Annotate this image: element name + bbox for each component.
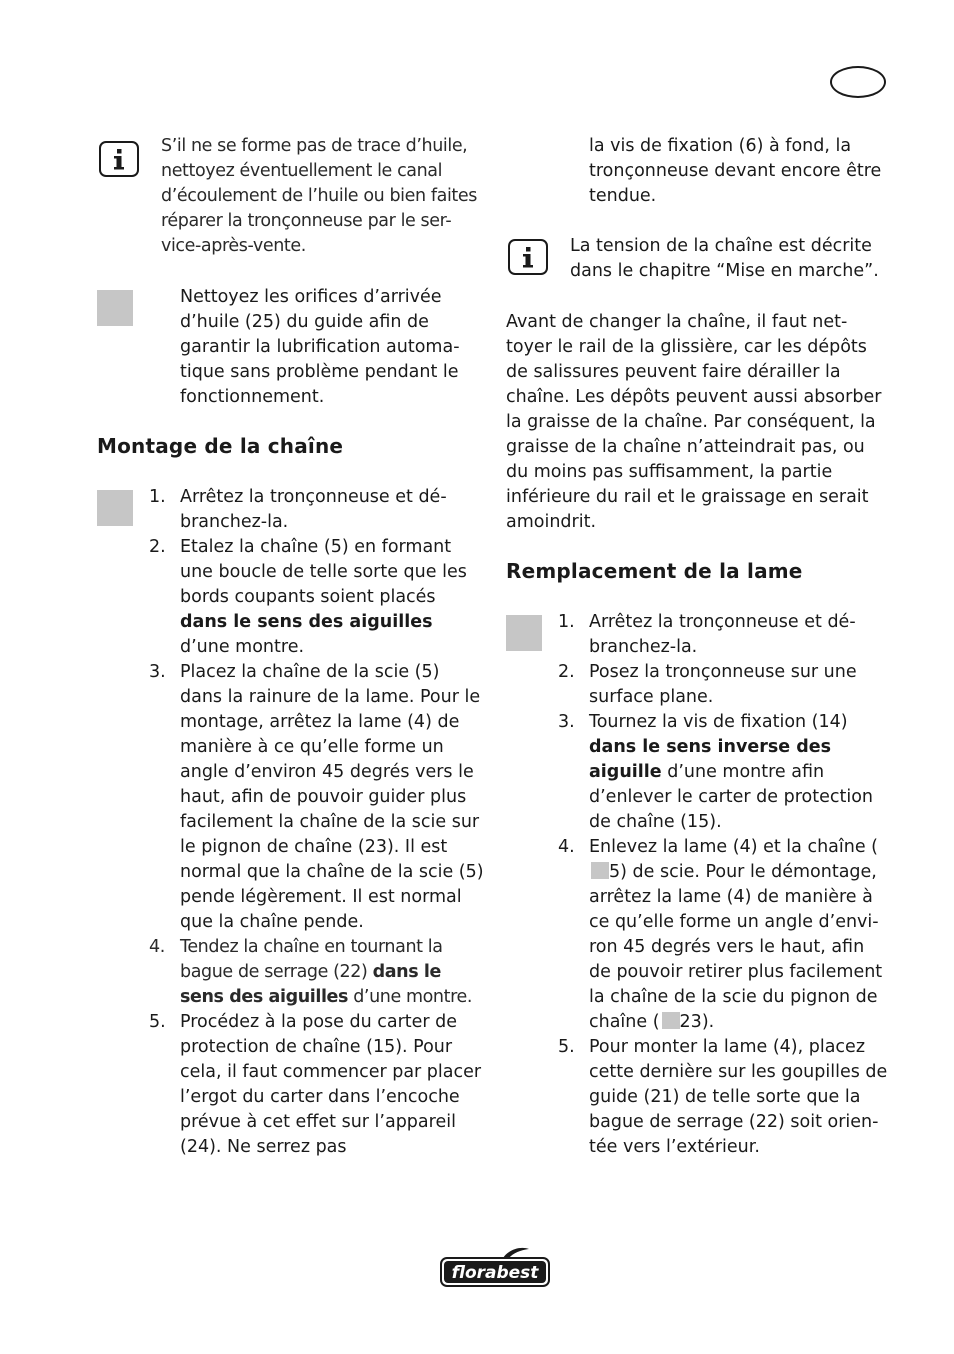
image-placeholder <box>662 1012 680 1029</box>
step-text: Pour monter la lame (4), placez cette dernière sur les goupilles de guide (21) de telle sorte que la bague de serrage (22) soit orien-tée vers l’extérieur. <box>589 1037 888 1157</box>
section-title-remplacement: Remplacement de la lame <box>506 559 803 583</box>
list-item <box>149 935 485 1010</box>
image-placeholder <box>506 615 542 651</box>
step-text: Procédez à la pose du carter de protection de chaîne (15). Pour cela, il faut commencer par placer l’ergot du carter dans l’encoche prévue à cet effet sur l’appareil (24). Ne serrez pas <box>180 1012 482 1157</box>
logo-text: florabest <box>451 1263 539 1283</box>
step-number: 4. <box>149 937 165 957</box>
list-item <box>558 835 891 1035</box>
step-text: 5) de scie. Pour le démontage, arrêtez la lame (4) de manière à ce qu’elle forme un angle d’envi-ron 45 degrés vers le haut, afin de pouvoir retirer plus facilement la chaîne de la scie du pignon de chaîne ( <box>589 862 883 1032</box>
step-number: 4. <box>558 837 575 857</box>
paragraph-nettoyez: Nettoyez les orifices d’arrivée d’huile (25) du guide afin de garantir la lubrification automa-tique sans problème pendant le fonctionnement. <box>180 287 460 407</box>
step-text: Arrêtez la tronçonneuse et dé-branchez-la. <box>180 487 447 532</box>
step-emphasis: dans le sens inverse des aiguille <box>589 737 832 782</box>
step-emphasis: dans le sens des aiguilles <box>180 962 441 1007</box>
step-text: Placez la chaîne de la scie (5) dans la rainure de la lame. Pour le montage, arrêtez la lame (4) de manière à ce qu’elle forme un angle d’environ 45 degrés vers le haut, afin de pouvoir guider plus facilement la chaîne de la scie sur le pignon de chaîne (23). Il est normal que la chaîne de la scie (5) pende légèrement. Il est normal que la chaîne pende. <box>180 662 484 932</box>
continuation-text: la vis de fixation (6) à fond, la tronçonneuse devant encore être tendue. <box>589 136 882 206</box>
list-item <box>558 610 891 660</box>
step-number: 5. <box>558 1037 575 1057</box>
step-text: Enlevez la lame (4) et la chaîne ( <box>589 837 878 857</box>
step-text: Tendez la chaîne en tournant la bague de serrage (22) <box>180 937 443 982</box>
info-note-oil: S’il ne se forme pas de trace d’huile, nettoyez éventuellement le canal d’écoulement de l’huile ou bien faites réparer la tronçonneuse par le ser-vice-après-vente. <box>161 136 477 256</box>
list-item <box>558 1035 891 1160</box>
info-icon <box>508 239 548 275</box>
step-number: 2. <box>558 662 575 682</box>
step-text: Posez la tronçonneuse sur une surface plane. <box>589 662 857 707</box>
language-badge <box>830 66 886 98</box>
list-item <box>558 660 891 710</box>
step-text: d’une montre afin d’enlever le carter de protection de chaîne (15). <box>589 762 873 832</box>
step-number: 3. <box>558 712 575 732</box>
list-item <box>149 485 485 535</box>
paragraph-avant: Avant de changer la chaîne, il faut net-toyer le rail de la glissière, car les dépôts de salissures peuvent faire dérailler la chaîne. Les dépôts peuvent aussi absorber la graisse de la chaîne. Par conséquent, la graisse de la chaîne n’atteindrait pas, ou du moins pas suffisamment, la partie inférieure du rail et le graissage en serait amoindrit. <box>506 312 882 532</box>
step-number: 3. <box>149 662 166 682</box>
step-number: 1. <box>558 612 575 632</box>
step-text: d’une montre. <box>180 637 305 657</box>
step-text: Tournez la vis de fixation (14) <box>589 712 848 732</box>
section-title-montage: Montage de la chaîne <box>97 434 344 458</box>
montage-steps <box>149 485 485 1160</box>
list-item <box>149 1010 485 1160</box>
step-number: 2. <box>149 537 166 557</box>
remplacement-steps <box>558 610 891 1160</box>
step-number: 1. <box>149 487 166 507</box>
image-placeholder <box>591 862 609 879</box>
step-text: d’une montre. <box>348 987 473 1007</box>
list-item <box>149 660 485 935</box>
list-item <box>149 535 485 660</box>
image-placeholder <box>97 290 133 326</box>
info-note-tension: La tension de la chaîne est décrite dans le chapitre “Mise en marche”. <box>570 236 879 281</box>
step-text: 23). <box>679 1012 715 1032</box>
info-icon <box>99 141 139 177</box>
florabest-logo <box>439 1247 551 1289</box>
step-emphasis: dans le sens des aiguilles <box>180 612 433 632</box>
step-text: Etalez la chaîne (5) en formant une boucle de telle sorte que les bords coupants soient placés <box>180 537 467 607</box>
list-item <box>558 710 891 835</box>
step-number: 5. <box>149 1012 166 1032</box>
image-placeholder <box>97 490 133 526</box>
step-text: Arrêtez la tronçonneuse et dé-branchez-la. <box>589 612 856 657</box>
